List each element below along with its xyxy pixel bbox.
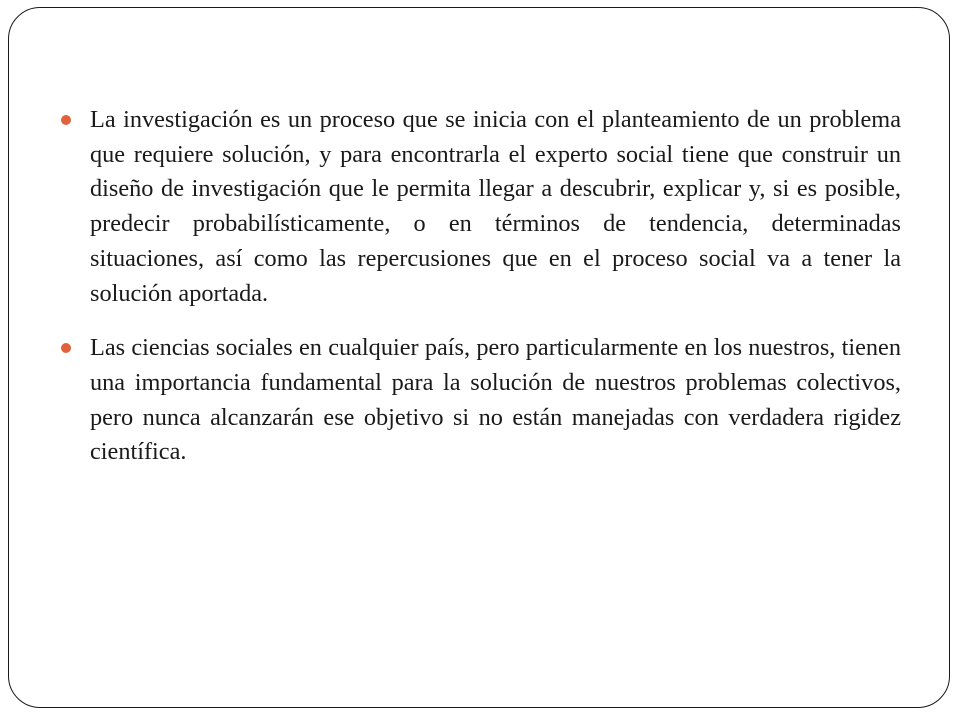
slide-frame — [8, 7, 950, 708]
bullet-list — [61, 103, 901, 490]
bullet-text: Las ciencias sociales en cualquier país, pero particularmente en los nuestros, tienen una importancia fundamental para la solución de nuestros problemas colectivos, pero nunca alcanzarán ese objetivo si no están manejadas con verdadera rigidez científica. — [90, 334, 901, 466]
bullet-item — [61, 331, 901, 470]
bullet-text: La investigación es un proceso que se inicia con el planteamiento de un problema que requiere solución, y para encontrarla el experto social tiene que construir un diseño de investigación que le permita llegar a descubrir, explicar y, si es posible, predecir probabilísticamente, o en términos de tendencia, determinadas situaciones, así como las repercusiones que en el proceso social va a tener la solución aportada. — [90, 106, 901, 307]
bullet-dot-icon — [61, 343, 71, 353]
bullet-item — [61, 103, 901, 311]
bullet-dot-icon — [61, 115, 71, 125]
